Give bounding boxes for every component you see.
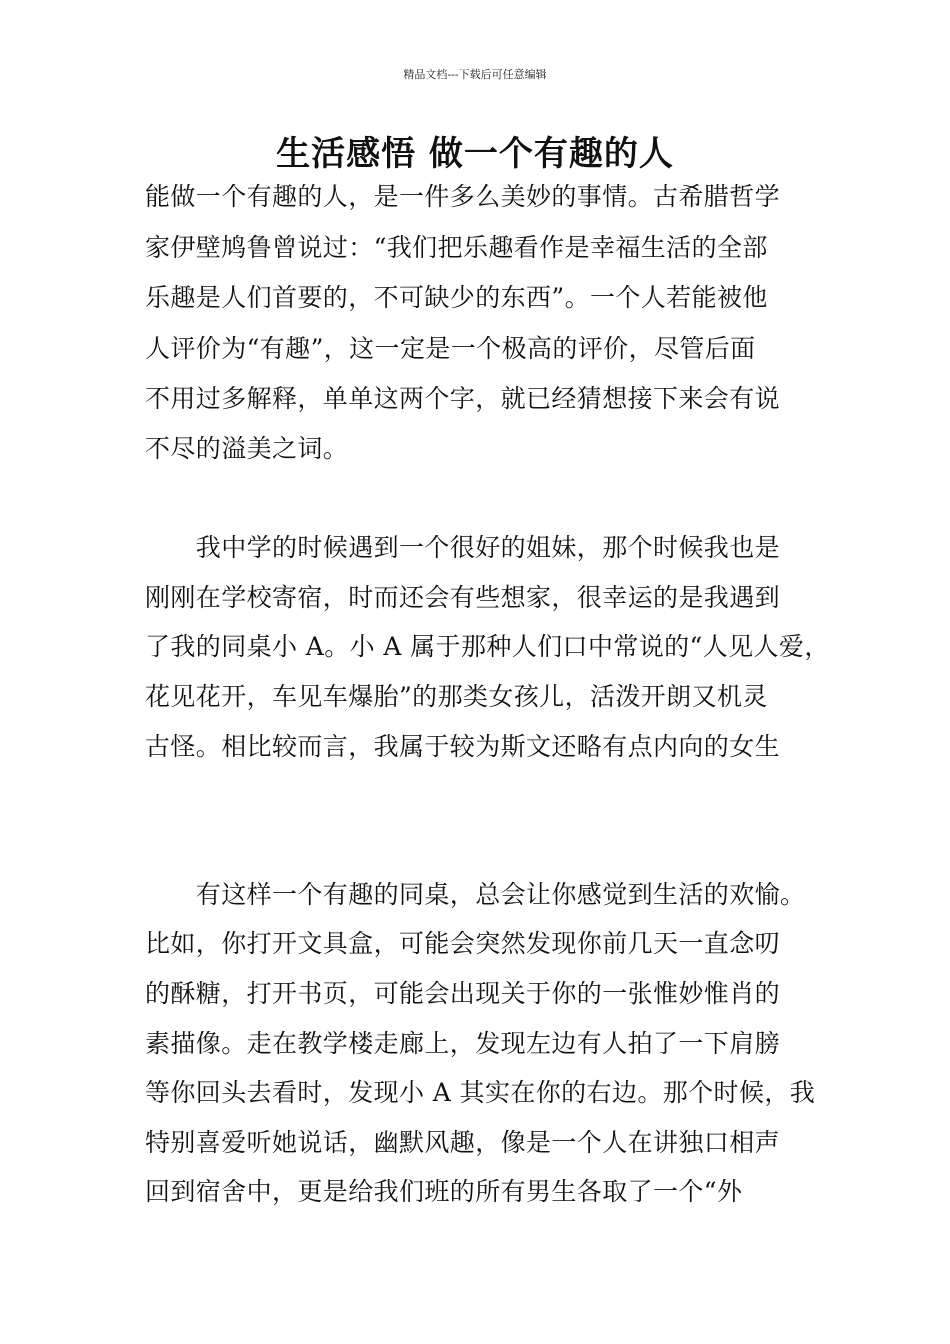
text-line: 古怪。相比较而言，我属于较为斯文还略有点内向的女生 bbox=[145, 732, 781, 761]
text-line: 我中学的时候遇到一个很好的姐妹，那个时候我也是 bbox=[145, 533, 781, 562]
text-line: 素描像。走在教学楼走廊上，发现左边有人拍了一下肩膀 bbox=[145, 1029, 781, 1058]
text-line: 不尽的溢美之词。 bbox=[145, 434, 349, 463]
text-line: 的酥糖，打开书页，可能会出现关于你的一张惟妙惟肖的 bbox=[145, 979, 781, 1008]
text-line: 花见花开，车见车爆胎”的那类女孩儿，活泼开朗又机灵 bbox=[145, 682, 768, 711]
text-line: 家伊壁鸠鲁曾说过：“我们把乐趣看作是幸福生活的全部 bbox=[145, 233, 768, 262]
text-line: 比如，你打开文具盒，可能会突然发现你前几天一直念叨 bbox=[145, 929, 781, 958]
text-line: 能做一个有趣的人，是一件多么美妙的事情。古希腊哲学 bbox=[145, 182, 781, 211]
text-line: 刚刚在学校寄宿，时而还会有些想家，很幸运的是我遇到 bbox=[145, 583, 781, 612]
text-line: 特别喜爱听她说话，幽默风趣，像是一个人在讲独口相声 bbox=[145, 1128, 781, 1157]
text-line: 乐趣是人们首要的，不可缺少的东西”。一个人若能被他 bbox=[145, 283, 768, 312]
text-line: 人评价为“有趣”，这一定是一个极高的评价，尽管后面 bbox=[145, 334, 756, 363]
text-line: 回到宿舍中，更是给我们班的所有男生各取了一个“外 bbox=[145, 1177, 743, 1206]
text-line: 等你回头去看时，发现小 A 其实在你的右边。那个时候，我 bbox=[145, 1078, 816, 1107]
text-line: 有这样一个有趣的同桌，总会让你感觉到生活的欢愉。 bbox=[145, 880, 806, 909]
text-line: 了我的同桌小 A。小 A 属于那种人们口中常说的“人见人爱， bbox=[145, 632, 830, 661]
text-line: 不用过多解释，单单这两个字，就已经猜想接下来会有说 bbox=[145, 384, 781, 413]
document-title: 生活感悟 做一个有趣的人 bbox=[276, 134, 674, 174]
page-header: 精品文档---下载后可任意编辑 bbox=[403, 68, 547, 81]
